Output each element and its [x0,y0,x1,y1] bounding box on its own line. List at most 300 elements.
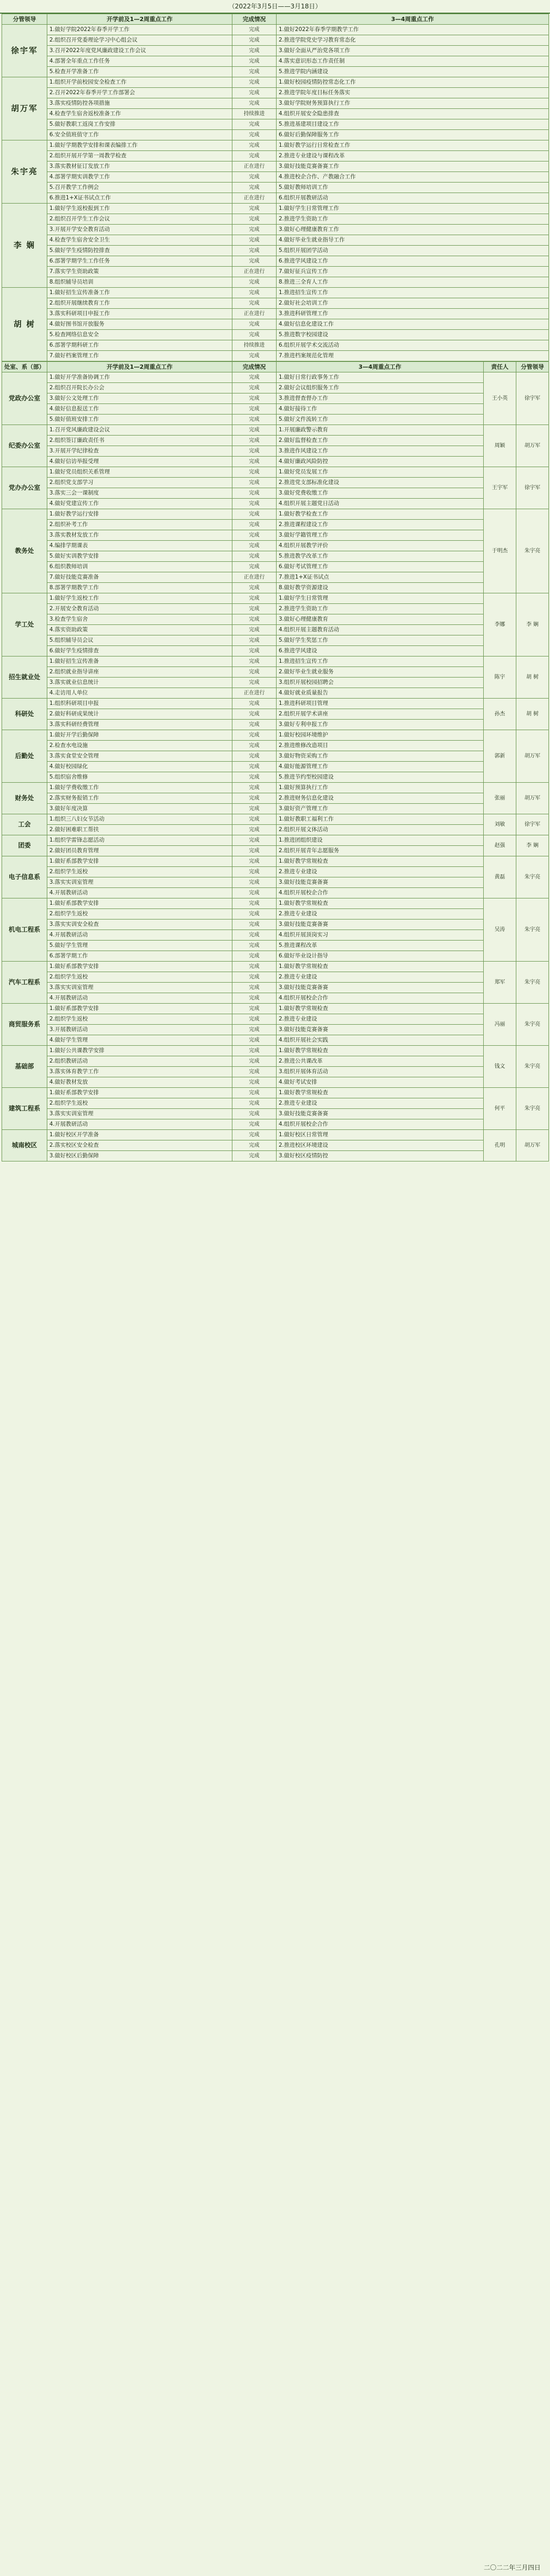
table-row [2,330,549,340]
prior-task: 2.做好团员教育管理 [47,846,232,856]
table-row [2,530,549,541]
prior-task: 4.开展教研活动 [47,888,232,898]
responsible-person: 李娜 [484,593,516,656]
department-name: 电子信息系 [2,856,47,898]
next-task: 5.做好文件流转工作 [277,415,484,425]
next-task: 3.做好全面从严治党各项工作 [277,46,549,56]
table-row [2,1077,549,1088]
department-name: 团委 [2,835,47,856]
supervising-leader: 朱宇亮 [516,1046,549,1088]
status-cell: 完成 [232,909,277,920]
table-row [2,1119,549,1130]
status-cell: 完成 [232,25,277,35]
prior-task: 5.做好值班安排工作 [47,415,232,425]
col-prior-work: 开学前及1—2周重点工作 [47,14,232,25]
schedule-date-range: （2022年3月5日——3月18日） [0,0,550,14]
col-leader: 分管领导 [2,14,47,25]
table-row [2,888,549,898]
next-task: 6.做好后勤保障服务工作 [277,130,549,140]
prior-task: 2.组织学生返校 [47,867,232,877]
prior-task: 5.组织辅导员会议 [47,635,232,646]
status-cell: 完成 [232,583,277,593]
next-task: 3.做好专利申报工作 [277,720,484,730]
leader-name: 胡万军 [2,77,47,140]
supervising-leader: 李 娴 [516,593,549,656]
next-task: 4.做好信息化建设工作 [277,319,549,330]
table-row [2,846,549,856]
next-task: 1.做好教学常规检查 [277,1046,484,1056]
prior-task: 5.做好学生管理 [47,941,232,951]
responsible-person: 郑军 [484,962,516,1004]
prior-task: 1.召开党风廉政建设会议 [47,425,232,436]
next-task: 4.组织开展校企合作 [277,888,484,898]
status-cell: 完成 [232,35,277,46]
prior-task: 1.做好招生宣传准备工作 [47,288,232,298]
prior-task: 3.落实实训安全检查 [47,920,232,930]
table-row [2,993,549,1004]
status-cell: 完成 [232,1130,277,1140]
status-cell: 完成 [232,246,277,256]
table-row [2,593,549,604]
table-row [2,457,549,467]
prior-task: 3.落实体育教学工作 [47,1067,232,1077]
col-prior-work: 开学前及1—2周重点工作 [47,362,232,372]
status-cell: 完成 [232,920,277,930]
supervising-leader: 胡万军 [516,1130,549,1161]
status-cell: 完成 [232,1014,277,1025]
prior-task: 4.开展教研活动 [47,1119,232,1130]
col-status: 完成情况 [232,362,277,372]
table-row [2,298,549,309]
prior-task: 1.组织三八妇女节活动 [47,814,232,825]
next-task: 4.推进校企合作、产教融合工作 [277,172,549,183]
prior-task: 1.组织学雷锋志愿活动 [47,835,232,846]
table-row [2,119,549,130]
prior-task: 2.组织召开党委理论学习中心组会议 [47,35,232,46]
next-task: 2.推进专业建设 [277,909,484,920]
prior-task: 3.落实实训室管理 [47,983,232,993]
status-cell: 完成 [232,478,277,488]
prior-task: 4.开展教研活动 [47,930,232,941]
status-cell: 完成 [232,372,277,383]
col-leader: 分管领导 [516,362,549,372]
prior-task: 2.组织学生返校 [47,972,232,983]
table-row [2,1140,549,1151]
next-task: 3.做好技能竞赛备赛 [277,920,484,930]
prior-task: 2.落实校区安全检查 [47,1140,232,1151]
supervising-leader: 李 娴 [516,835,549,856]
status-cell: 完成 [232,825,277,835]
next-task: 7.推进档案规范化管理 [277,351,549,361]
prior-task: 1.做好学生返校工作 [47,593,232,604]
next-task: 3.做好党费收缴工作 [277,488,484,499]
supervising-leader: 胡万军 [516,425,549,467]
next-task: 2.做好监督检查工作 [277,436,484,446]
prior-task: 4.做好校园绿化 [47,762,232,772]
next-task: 3.做好技能竞赛备赛 [277,1109,484,1119]
status-cell: 完成 [232,793,277,804]
table-row [2,1056,549,1067]
next-task: 2.推进课程建设工作 [277,520,484,530]
department-name: 商贸服务系 [2,1004,47,1046]
status-cell: 完成 [232,1046,277,1056]
next-task: 4.做好考试安排 [277,1077,484,1088]
next-task: 5.推进节约型校园建设 [277,772,484,783]
status-cell: 完成 [232,983,277,993]
next-task: 1.做好教学检查工作 [277,509,484,520]
table-row [2,46,549,56]
next-task: 4.组织开展教学评价 [277,541,484,551]
next-task: 4.做好接待工作 [277,404,484,415]
prior-task: 3.开展教研活动 [47,1025,232,1035]
department-name: 后勤处 [2,730,47,783]
table-row [2,825,549,835]
prior-task: 3.落实食堂安全管理 [47,751,232,762]
next-task: 2.推进财务信息化建设 [277,793,484,804]
status-cell: 正在进行 [232,161,277,172]
next-task: 3.做好物资采购工作 [277,751,484,762]
table-row [2,372,549,383]
next-task: 5.推进课程改革 [277,941,484,951]
status-cell: 完成 [232,551,277,562]
table-row [2,972,549,983]
responsible-person: 周颖 [484,425,516,467]
table-row [2,983,549,993]
table-row [2,1035,549,1046]
prior-task: 2.组织教研活动 [47,1056,232,1067]
next-task: 3.做好心理健康教育工作 [277,225,549,235]
next-task: 3.做好学院财务预算执行工作 [277,98,549,109]
next-task: 2.推进专业建设 [277,867,484,877]
prior-task: 4.做好学生管理 [47,1035,232,1046]
department-name: 工会 [2,814,47,835]
next-task: 1.做好学生日常管理 [277,593,484,604]
status-cell: 完成 [232,1056,277,1067]
supervising-leader: 胡万军 [516,783,549,814]
prior-task: 4.做好图书馆开放服务 [47,319,232,330]
responsible-person: 孔明 [484,1130,516,1161]
prior-task: 5.检查网络信息安全 [47,330,232,340]
prior-task: 2.组织补考工作 [47,520,232,530]
prior-task: 4.检查学生宿舍返校准备工作 [47,109,232,119]
status-cell: 完成 [232,330,277,340]
table-row [2,478,549,488]
status-cell: 完成 [232,520,277,530]
status-cell: 完成 [232,446,277,457]
department-name: 基础部 [2,1046,47,1088]
table-row [2,688,549,699]
table-row [2,1046,549,1056]
next-task: 2.推进专业建设与课程改革 [277,151,549,161]
next-task: 6.组织开展学术交流活动 [277,340,549,351]
department-name: 财务处 [2,783,47,814]
status-cell: 完成 [232,151,277,161]
prior-task: 4.开展教研活动 [47,993,232,1004]
supervising-leader: 徐宇军 [516,814,549,835]
table-row [2,35,549,46]
table-row [2,256,549,267]
next-task: 1.做好教学常规检查 [277,962,484,972]
table-row [2,1151,549,1161]
status-cell: 完成 [232,1151,277,1161]
table-row [2,1109,549,1119]
table-row [2,25,549,35]
table-row [2,741,549,751]
table-row [2,951,549,962]
prior-task: 8.组织辅导员培训 [47,277,232,288]
table-row [2,404,549,415]
table-row [2,909,549,920]
status-cell: 完成 [232,172,277,183]
status-cell: 完成 [232,488,277,499]
table-row [2,1025,549,1035]
table-row [2,772,549,783]
next-task: 5.推进学院内涵建设 [277,67,549,77]
table-row [2,130,549,140]
prior-task: 2.召开2022年春季开学工作部署会 [47,88,232,98]
prior-task: 7.做好档案管理工作 [47,351,232,361]
status-cell: 完成 [232,204,277,214]
status-cell: 完成 [232,730,277,741]
dept-header-row [2,362,549,372]
table-row [2,425,549,436]
status-cell: 完成 [232,393,277,404]
next-task: 2.推进专业建设 [277,1098,484,1109]
next-task: 4.组织开展校企合作 [277,1119,484,1130]
status-cell: 完成 [232,457,277,467]
status-cell: 完成 [232,877,277,888]
prior-task: 1.做好教学运行安排 [47,509,232,520]
table-row [2,804,549,814]
table-row [2,930,549,941]
status-cell: 完成 [232,130,277,140]
next-task: 6.组织开展教研活动 [277,193,549,204]
responsible-person: 刘敏 [484,814,516,835]
status-cell: 完成 [232,288,277,298]
table-row [2,1088,549,1098]
next-task: 3.做好心理健康教育 [277,614,484,625]
col-next-work: 3—4周重点工作 [277,14,549,25]
table-row [2,340,549,351]
next-task: 6.推进学风建设工作 [277,256,549,267]
status-cell: 正在进行 [232,193,277,204]
responsible-person: 吴涛 [484,898,516,962]
status-cell: 持续推进 [232,109,277,119]
table-row [2,1067,549,1077]
table-row [2,856,549,867]
status-cell: 完成 [232,783,277,793]
next-task: 3.做好校区疫情防控 [277,1151,484,1161]
status-cell: 完成 [232,88,277,98]
prior-task: 1.组织科研项目申报 [47,699,232,709]
next-task: 1.做好日常行政事务工作 [277,372,484,383]
next-task: 4.做好廉政风险防控 [277,457,484,467]
next-task: 3.做好技能竞赛备赛 [277,1025,484,1035]
table-row [2,246,549,256]
status-cell: 完成 [232,772,277,783]
responsible-person: 于明杰 [484,509,516,593]
supervising-leader: 朱宇亮 [516,1088,549,1130]
status-cell: 完成 [232,77,277,88]
prior-task: 2.组织学生返校 [47,909,232,920]
table-row [2,277,549,288]
status-cell: 完成 [232,856,277,867]
table-row [2,499,549,509]
prior-task: 2.做好困难职工帮扶 [47,825,232,835]
prior-task: 4.做好党建宣传工作 [47,499,232,509]
table-row [2,646,549,656]
status-cell: 完成 [232,1119,277,1130]
supervising-leader: 徐宇军 [516,372,549,425]
next-task: 1.做好教学常规检查 [277,856,484,867]
next-task: 1.做好校区日常管理 [277,1130,484,1140]
status-cell: 完成 [232,235,277,246]
status-cell: 完成 [232,656,277,667]
status-cell: 完成 [232,1035,277,1046]
status-cell: 完成 [232,699,277,709]
status-cell: 完成 [232,835,277,846]
next-task: 3.做好技能竞赛备赛工作 [277,161,549,172]
prior-task: 3.检查学生宿舍 [47,614,232,625]
prior-task: 4.编排学期课表 [47,541,232,551]
next-task: 1.做好教学常规检查 [277,1088,484,1098]
table-row [2,793,549,804]
next-task: 3.做好技能竞赛备赛 [277,983,484,993]
next-task: 2.推进公共课改革 [277,1056,484,1067]
next-task: 2.组织开展青年志愿服务 [277,846,484,856]
prior-task: 3.落实教材发放工作 [47,530,232,541]
next-task: 3.推进科研管理工作 [277,309,549,319]
table-row [2,151,549,161]
prior-task: 2.开展安全教育活动 [47,604,232,614]
supervising-leader: 朱宇亮 [516,856,549,898]
next-task: 4.落实意识形态工作责任制 [277,56,549,67]
prior-task: 5.做好实训教学安排 [47,551,232,562]
table-row [2,235,549,246]
status-cell: 完成 [232,962,277,972]
table-row [2,667,549,678]
prior-task: 5.组织宿舍维修 [47,772,232,783]
table-row [2,267,549,277]
status-cell: 完成 [232,814,277,825]
status-cell: 完成 [232,709,277,720]
status-cell: 完成 [232,467,277,478]
prior-task: 2.组织学生返校 [47,1014,232,1025]
leader-name: 朱宇亮 [2,140,47,204]
table-row [2,867,549,877]
next-task: 4.组织开展安全隐患排查 [277,109,549,119]
status-cell: 完成 [232,678,277,688]
status-cell: 完成 [232,140,277,151]
next-task: 3.做好技能竞赛备赛 [277,877,484,888]
leader-name: 徐宇军 [2,25,47,77]
status-cell: 完成 [232,1098,277,1109]
table-row [2,140,549,151]
department-name: 城南校区 [2,1130,47,1161]
next-task: 6.做好考试管理工作 [277,562,484,572]
responsible-person: 陈宇 [484,656,516,699]
status-cell: 完成 [232,846,277,856]
department-name: 学工处 [2,593,47,656]
responsible-person: 冯丽 [484,1004,516,1046]
status-cell: 完成 [232,804,277,814]
next-task: 2.组织开展文体活动 [277,825,484,835]
status-cell: 正在进行 [232,267,277,277]
status-cell: 完成 [232,298,277,309]
prior-task: 7.做好技能竞赛准备 [47,572,232,583]
status-cell: 正在进行 [232,309,277,319]
table-row [2,415,549,425]
prior-task: 2.组织召开学生工作会议 [47,214,232,225]
status-cell: 完成 [232,183,277,193]
status-cell: 完成 [232,646,277,656]
prior-task: 4.做好信访举报受理 [47,457,232,467]
col-next-work: 3—4周重点工作 [277,362,484,372]
table-row [2,436,549,446]
status-cell: 完成 [232,972,277,983]
prior-task: 6.部署学期工作 [47,951,232,962]
table-row [2,678,549,688]
status-cell: 完成 [232,1067,277,1077]
prior-task: 5.检查开学准备工作 [47,67,232,77]
next-task: 3.做好资产管理工作 [277,804,484,814]
next-task: 1.做好教职工福利工作 [277,814,484,825]
table-row [2,699,549,709]
status-cell: 完成 [232,415,277,425]
prior-task: 1.做好学院2022年春季开学工作 [47,25,232,35]
next-task: 8.做好教学资源建设 [277,583,484,593]
next-task: 3.推进作风建设工作 [277,446,484,457]
next-task: 5.推进教学改革工作 [277,551,484,562]
status-cell: 完成 [232,383,277,393]
prior-task: 3.落实就业信息统计 [47,678,232,688]
table-row [2,762,549,772]
next-task: 2.组织开展学术讲座 [277,709,484,720]
prior-task: 6.部署学期学生工作任务 [47,256,232,267]
prior-task: 1.组织开学前校园安全检查工作 [47,77,232,88]
responsible-person: 郭新 [484,730,516,783]
prior-task: 2.组织签订廉政责任书 [47,436,232,446]
table-row [2,225,549,235]
status-cell: 完成 [232,256,277,267]
prior-task: 3.落实科研经费管理 [47,720,232,730]
status-cell: 完成 [232,509,277,520]
table-row [2,656,549,667]
table-row [2,183,549,193]
table-row [2,562,549,572]
status-cell: 完成 [232,225,277,235]
status-cell: 完成 [232,930,277,941]
table-row [2,835,549,846]
table-row [2,751,549,762]
status-cell: 完成 [232,604,277,614]
table-row [2,541,549,551]
next-task: 2.做好社会培训工作 [277,298,549,309]
status-cell: 完成 [232,720,277,730]
table-row [2,56,549,67]
status-cell: 持续推进 [232,340,277,351]
col-responsible: 责任人 [484,362,516,372]
next-task: 2.推进党支部标准化建设 [277,478,484,488]
table-row [2,604,549,614]
prior-task: 4.走访用人单位 [47,688,232,699]
prior-task: 4.部署全年重点工作任务 [47,56,232,67]
next-task: 3.做好学籍管理工作 [277,530,484,541]
next-task: 1.推进招生宣传工作 [277,656,484,667]
leader-name: 胡 树 [2,288,47,361]
next-task: 7.推进1+X证书试点 [277,572,484,583]
prior-task: 3.落实科研项目申报工作 [47,309,232,319]
